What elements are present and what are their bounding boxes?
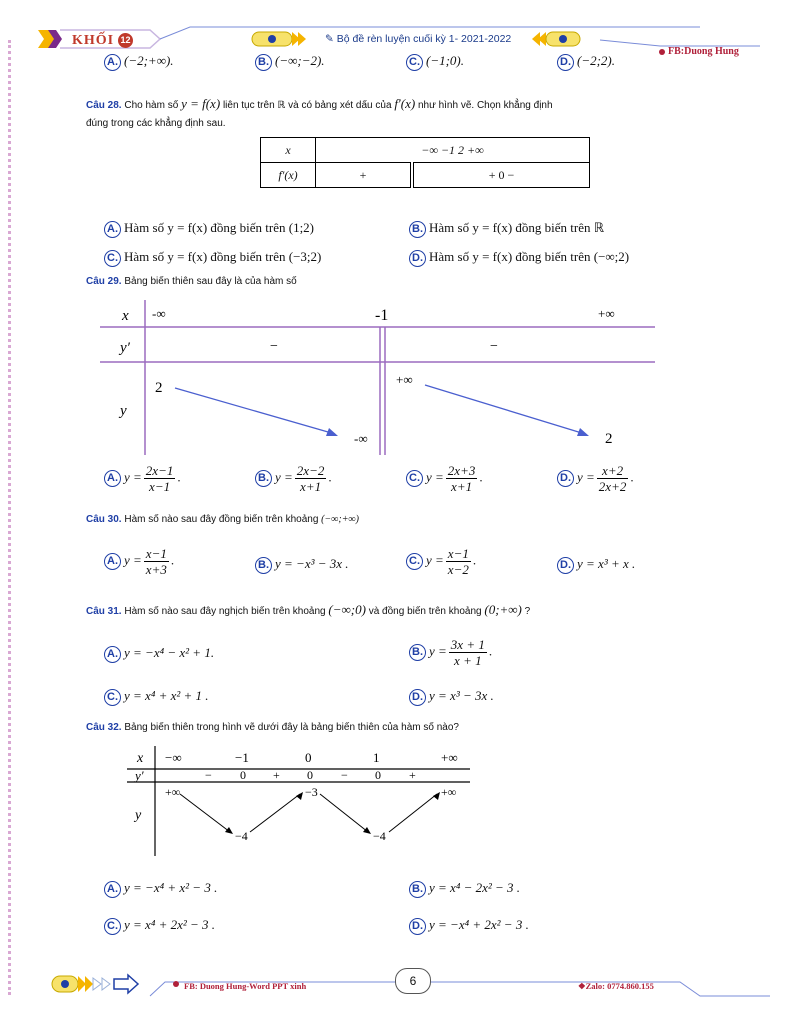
q32-yp-5: 0 xyxy=(375,768,381,782)
q32-y-val-3: −4 xyxy=(373,829,386,843)
q29-x-val-0: -∞ xyxy=(152,306,166,321)
q29-variation-table xyxy=(100,300,660,460)
q28-option-a[interactable]: A. Hàm số y = f(x) đồng biến trên (1;2) xyxy=(104,220,314,238)
q32-y-label: y xyxy=(135,808,142,823)
header-fb: FB:Duong Hung xyxy=(668,46,739,57)
page-number: 6 xyxy=(395,968,431,994)
q32-yp-1: 0 xyxy=(240,768,246,782)
q32-x-val-2: 0 xyxy=(305,750,312,765)
q32-y-val-1: −4 xyxy=(235,829,248,843)
q30-option-b[interactable]: B. y = −x³ − 3x . xyxy=(255,556,349,574)
q32-text: Câu 32. Bảng biến thiên trong hình vẽ dưới đây là bảng biến thiên của hàm số nào? xyxy=(86,722,459,733)
q29-option-c[interactable]: C. y = $\frac{2x+3}{x+1}$ . xyxy=(406,463,483,494)
q29-y-label: y xyxy=(120,403,127,419)
q32-yp-4: − xyxy=(341,768,348,782)
q29-y-val-0: 2 xyxy=(155,380,163,396)
q32-x-val-3: 1 xyxy=(373,750,380,765)
q30-text: Câu 30. Hàm số nào sau đây đồng biến trên khoảng (−∞;+∞) xyxy=(86,514,359,525)
q29-option-b[interactable]: B. y = $\frac{2x-2}{x+1}$ . xyxy=(255,463,332,494)
q29-y-val-2: +∞ xyxy=(396,372,413,387)
q29-y-val-3: 2 xyxy=(605,431,613,447)
q32-option-b[interactable]: B. y = x⁴ − 2x² − 3 . xyxy=(409,880,520,898)
footer-fb: FB: Duong Hung-Word PPT xinh xyxy=(184,981,307,991)
header-title: ✎ Bộ đề rèn luyện cuối kỳ 1- 2021-2022 xyxy=(325,33,512,45)
q28-option-c[interactable]: C. Hàm số y = f(x) đồng biến trên (−3;2) xyxy=(104,249,321,267)
q32-option-a[interactable]: A. y = −x⁴ + x² − 3 . xyxy=(104,880,217,898)
q27-option-c[interactable]: C. (−1;0). xyxy=(406,53,464,71)
q27-option-a[interactable]: A. (−2;+∞). xyxy=(104,53,174,71)
footer-zalo: ❖Zalo: 0774.860.155 xyxy=(578,981,654,991)
q29-yp-sign-0: − xyxy=(270,339,278,354)
q29-y-val-1: -∞ xyxy=(354,431,368,446)
q30-option-a[interactable]: A. y = $\frac{x-1}{x+3}$ . xyxy=(104,546,174,577)
q30-option-c[interactable]: C. y = $\frac{x-1}{x-2}$ . xyxy=(406,546,476,577)
q28-table-sign-left: + xyxy=(316,163,413,188)
q28-table-x-values: −∞ −1 2 +∞ xyxy=(316,138,590,163)
q29-text: Câu 29. Bảng biến thiên sau đây là của hàm số xyxy=(86,276,297,287)
q28-text: Câu 28. Cho hàm số y = f(x) liên tục trên ℝ và có bảng xét dấu của f′(x) như hình vẽ. Chọn khẳng định xyxy=(86,96,553,111)
q28-option-b[interactable]: B. Hàm số y = f(x) đồng biến trên ℝ xyxy=(409,220,604,238)
q29-option-a[interactable]: A. y = $\frac{2x-1}{x-1}$ . xyxy=(104,463,181,494)
q31-option-d[interactable]: D. y = x³ − 3x . xyxy=(409,688,494,706)
q32-option-c[interactable]: C. y = x⁴ + 2x² − 3 . xyxy=(104,917,215,935)
q28-sign-table xyxy=(260,137,590,188)
q32-y-val-4: +∞ xyxy=(441,785,457,799)
q31-text: Câu 31. Hàm số nào sau đây nghịch biến trên khoảng (−∞;0) và đồng biến trên khoảng (0;+∞) ? xyxy=(86,602,531,617)
q27-option-d[interactable]: D. (−2;2). xyxy=(557,53,615,71)
q32-yp-6: + xyxy=(409,768,416,782)
q29-x-val-1: -1 xyxy=(375,307,389,324)
q32-x-label: x xyxy=(137,751,144,766)
grade-badge: 12 xyxy=(118,33,133,48)
q32-x-val-0: −∞ xyxy=(165,750,182,765)
q29-yp-sign-1: − xyxy=(490,339,498,354)
q30-option-d[interactable]: D. y = x³ + x . xyxy=(557,556,635,574)
edit-icon: ✎ xyxy=(325,33,337,45)
q32-x-val-1: −1 xyxy=(235,750,249,765)
q28-text-line2: đúng trong các khẳng định sau. xyxy=(86,118,226,129)
q28-table-x-label: x xyxy=(261,138,316,163)
q32-option-d[interactable]: D. y = −x⁴ + 2x² − 3 . xyxy=(409,917,529,935)
left-margin-decoration xyxy=(8,40,11,995)
q31-option-a[interactable]: A. y = −x⁴ − x² + 1. xyxy=(104,645,214,663)
q29-x-label: x xyxy=(122,308,129,324)
q32-yp-0: − xyxy=(205,768,212,782)
q31-option-c[interactable]: C. y = x⁴ + x² + 1 . xyxy=(104,688,209,706)
q29-option-d[interactable]: D. y = $\frac{x+2}{2x+2}$ . xyxy=(557,463,634,494)
q32-x-val-4: +∞ xyxy=(441,750,458,765)
q27-option-b[interactable]: B. (−∞;−2). xyxy=(255,53,325,71)
q28-option-d[interactable]: D. Hàm số y = f(x) đồng biến trên (−∞;2) xyxy=(409,249,629,267)
q28-table-fp-label: f′(x) xyxy=(261,163,316,188)
q32-variation-table xyxy=(125,744,475,862)
q28-table-sign-right: + 0 − xyxy=(412,163,590,188)
q32-yp-2: + xyxy=(273,768,280,782)
q31-option-b[interactable]: B. y = $\frac{3x + 1}{x + 1}$ . xyxy=(409,637,492,668)
q29-x-val-2: +∞ xyxy=(598,306,615,321)
q32-y-val-0: +∞ xyxy=(165,785,181,799)
header-grade: KHỐI xyxy=(72,33,115,48)
q32-yp-label: y′ xyxy=(135,768,144,783)
q29-yp-label: y′ xyxy=(120,340,130,356)
q32-yp-3: 0 xyxy=(307,768,313,782)
q32-y-val-2: −3 xyxy=(305,785,318,799)
